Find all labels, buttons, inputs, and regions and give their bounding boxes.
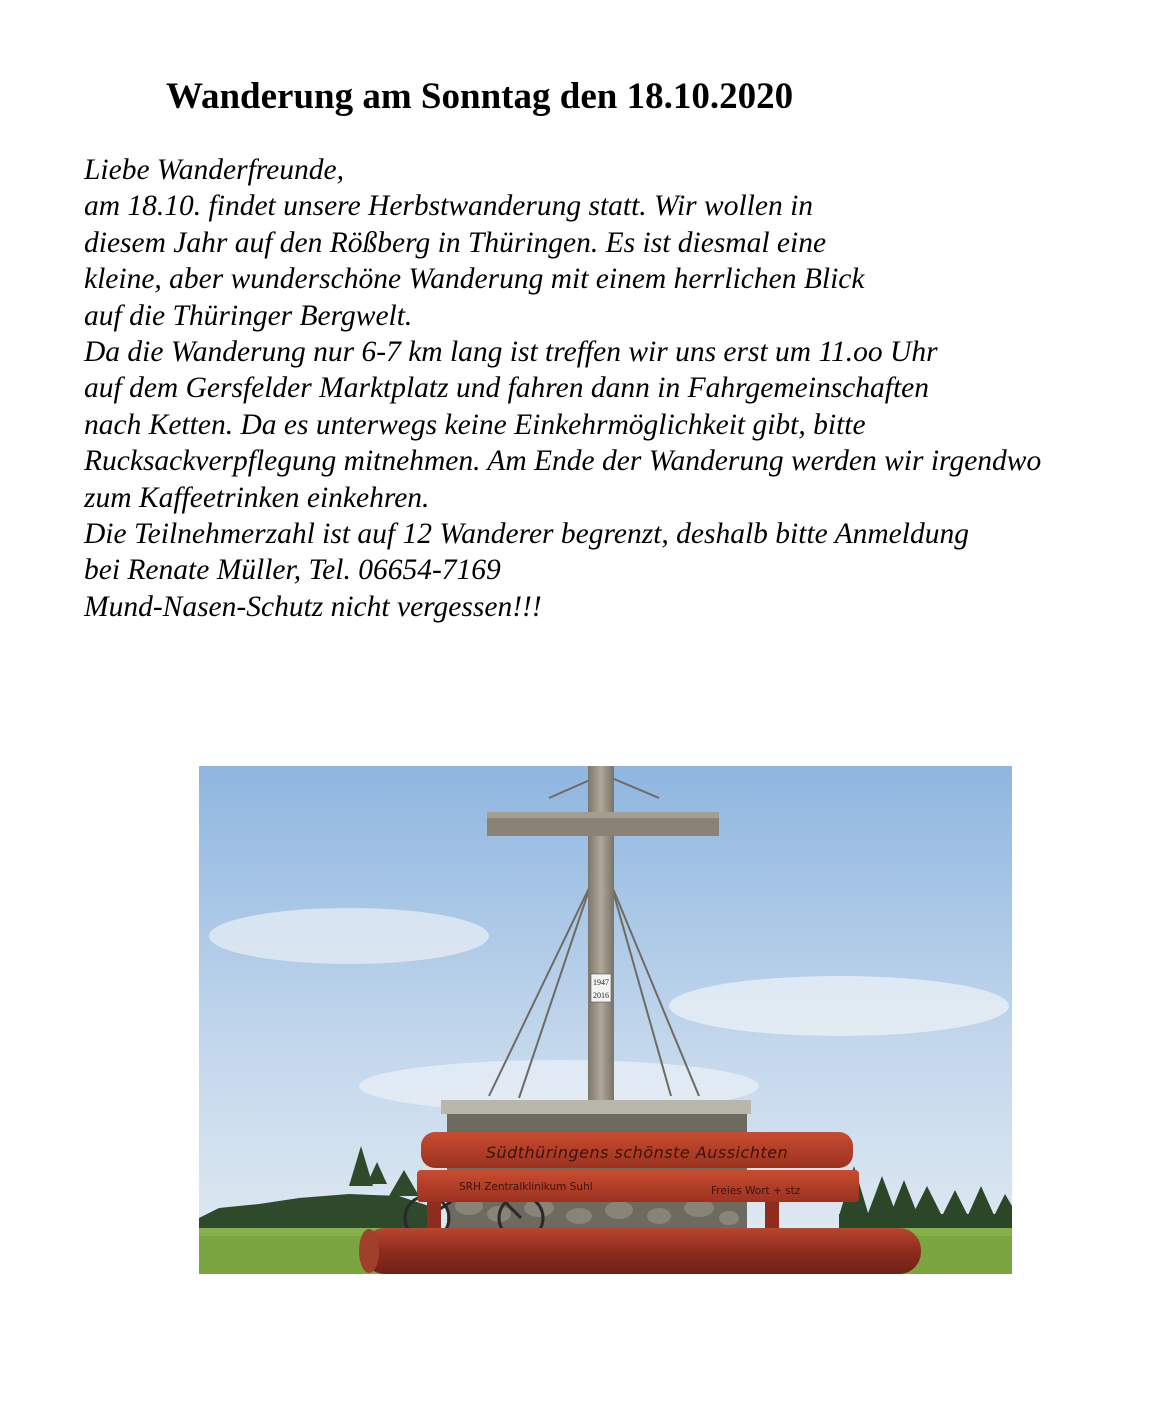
page-title: Wanderung am Sonntag den 18.10.2020 [166, 76, 794, 117]
photo-illustration [199, 766, 1012, 1274]
letter-line: kleine, aber wunderschöne Wanderung mit einem herrlichen Blick [84, 263, 865, 296]
letter-line: diesem Jahr auf den Rößberg in Thüringen. Es ist diesmal eine [84, 226, 827, 259]
letter-line: auf dem Gersfelder Marktplatz und fahren dann in Fahrgemeinschaften [84, 372, 929, 405]
plaque-year-top: 1947 [593, 978, 609, 987]
letter-line: Liebe Wanderfreunde, [84, 154, 344, 186]
cloud [209, 908, 489, 964]
cloud [669, 976, 1009, 1036]
summit-cross-photo [199, 766, 1012, 1274]
letter-line: Mund-Nasen-Schutz nicht vergessen!!! [84, 590, 542, 623]
stone-base-top [441, 1100, 751, 1114]
letter-line: zum Kaffeetrinken einkehren. [84, 481, 430, 514]
bench-log-seat [363, 1228, 921, 1274]
bench-sponsor: SRH Zentralklinikum Suhl [459, 1181, 593, 1193]
plaque-year-bottom: 2016 [593, 991, 609, 1000]
letter-line: auf die Thüringer Bergwelt. [84, 299, 413, 332]
letter-line: Da die Wanderung nur 6-7 km lang ist treffen wir uns erst um 11.oo Uhr [84, 336, 938, 369]
letter-line: bei Renate Müller, Tel. 06654-7169 [84, 554, 501, 587]
letter-body [84, 152, 1144, 625]
letter-line: am 18.10. findet unsere Herbstwanderung statt. Wir wollen in [84, 190, 814, 223]
letter-line: Die Teilnehmerzahl ist auf 12 Wanderer begrenzt, deshalb bitte Anmeldung [84, 518, 969, 551]
bench-slogan: Südthüringens schönste Aussichten [485, 1143, 789, 1162]
letter-line: nach Ketten. Da es unterwegs keine Einkehrmöglichkeit gibt, bitte [84, 408, 866, 441]
letter-line: Rucksackverpflegung mitnehmen. Am Ende der Wanderung werden wir irgendwo [84, 445, 1042, 478]
bench-credit: Freies Wort + stz [711, 1185, 801, 1197]
